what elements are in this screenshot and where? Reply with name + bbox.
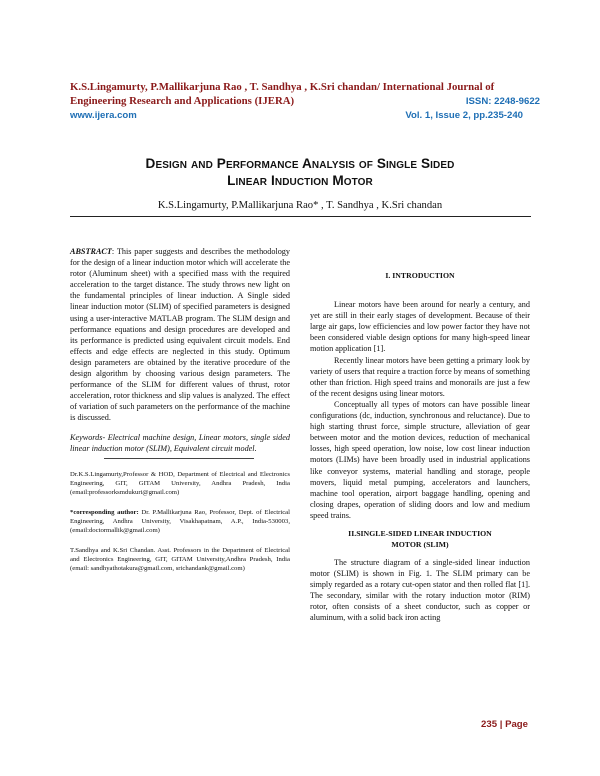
footnote-2-text: Dr. P.Mallikarjuna Rao, Professor, Dept. of Electrical Engineering, Andhra University, Visakhapatnam, A.P., India-530003, (email:doctormallik@gmail.com) [70, 508, 290, 534]
right-column [310, 270, 530, 624]
title-divider [70, 216, 531, 217]
intro-paragraph-3: Conceptually all types of motors can have possible linear configurations (dc, induction, synchronous and reluctance). Due to high starting thrust force, simple structure, alleviation of gear between motor and the motion devices, reduction of mechanical losses, high speed operation, low noise, low cost linear induction motors (LIMs) have been broadly used in industrial applications like conveyor systems, material handling and storage, people movers, liquid metal pumping, accelerators and launchers, machine tool operation, airport baggage handling, opening and closing drapes, operation of sliding doors and low and medium speed trains. [310, 399, 530, 520]
author-byline: K.S.Lingamurty, P.Mallikarjuna Rao* , T. Sandhya , K.Sri chandan [157, 200, 443, 211]
citation-line-1: K.S.Lingamurty, P.Mallikarjuna Rao , T. Sandhya , K.Sri chandan/ International Journal of [70, 81, 495, 93]
issn: ISSN: 2248-9622 [465, 95, 540, 107]
keywords [70, 432, 290, 454]
title-line-2: Linear Induction Motor [227, 173, 373, 188]
footnote-1: Dr.K.S.Lingamurty,Professor & HOD, Department of Electrical and Electronics Engineering, GIT, GITAM University, Andhra Pradesh, India (email:professorksmdukuri@gmail.com) [70, 470, 290, 496]
footnote-3: T.Sandhya and K.Sri Chandan. Asst. Professors in the Department of Electrical and Electronics Engineering, GIT, GITAM University,Andhra Pradesh, India (email: sandhyathotakura@gmail.com, srichandank@gmail.com) [70, 546, 290, 572]
keywords-text: Electrical machine design, Linear motors, single sided linear induction motor (SLIM), Equivalent circuit model. [70, 432, 290, 453]
intro-paragraph-1: Linear motors have been around for nearly a century, and yet are still in their early stages of development. Because of their large air gaps, low efficiencies and low power factor they have not been considered viable design options for many high-speed linear motion application [1]. [310, 300, 530, 354]
abstract-label: ABSTRACT [70, 247, 112, 256]
footnote-divider [104, 458, 254, 459]
section-heading-introduction: I. INTRODUCTION [385, 271, 455, 280]
page-number: 235 | Page [481, 719, 528, 730]
footnote-2 [70, 508, 290, 535]
corresponding-label: *corresponding author: [70, 508, 139, 516]
intro-paragraph-2: Recently linear motors have been getting a primary look by variety of users that require a traction force by means of something other than friction. High speed trains and monorails are just a few of the recent designs using linear motors. [310, 355, 530, 398]
journal-website-link[interactable]: www.ijera.com [70, 110, 137, 121]
section-heading-slim-line-2: MOTOR (SLIM) [391, 539, 449, 549]
left-column [70, 246, 290, 573]
journal-citation [70, 81, 540, 108]
volume-info: Vol. 1, Issue 2, pp.235-240 [405, 110, 523, 121]
citation-line-2: Engineering Research and Applications (IJERA) [70, 94, 295, 107]
keywords-label: Keywords- [70, 432, 106, 442]
section-heading-slim [310, 528, 530, 550]
abstract-text: : This paper suggests and describes the methodology for the design of a linear induction motor which will accelerate the rotor (Aluminum sheet) with a specified mass with the required acceleration to the target distance. The study throws new light on the fundamental principles of linear induction. A Single sided linear induction motor (SLIM) of specified parameters is designed using a user-interactive MATLAB program. The SLIM design and performance equations and design procedures are developed and its performance is predicted using equivalent circuit models. End effects and edge effects are neglected in this study. Optimum design parameters are obtained by the iterative procedure of the design algorithm by choosing various design parameters. The performance of the SLIM for different values of thrust, rotor acceleration, rotor thickness and slip values is analyzed. The effect of variation of such parameters on the performance of the machine is discussed. [70, 247, 290, 423]
title-line-1: Design and Performance Analysis of Single Sided [145, 156, 455, 171]
paper-title [70, 155, 530, 189]
section-heading-slim-line-1: II.SINGLE-SIDED LINEAR INDUCTION [348, 528, 492, 538]
abstract [70, 246, 290, 424]
slim-paragraph-1: The structure diagram of a single-sided linear induction motor (SLIM) is shown in Fig. 1. The SLIM primary can be simply regarded as a rotary cut-open stator and then rolled flat [1]. The secondary, similar with the rotary induction motor (RIM) rotor, often consists of a sheet conductor, such as copper or aluminum, with a solid back iron acting [310, 557, 530, 623]
